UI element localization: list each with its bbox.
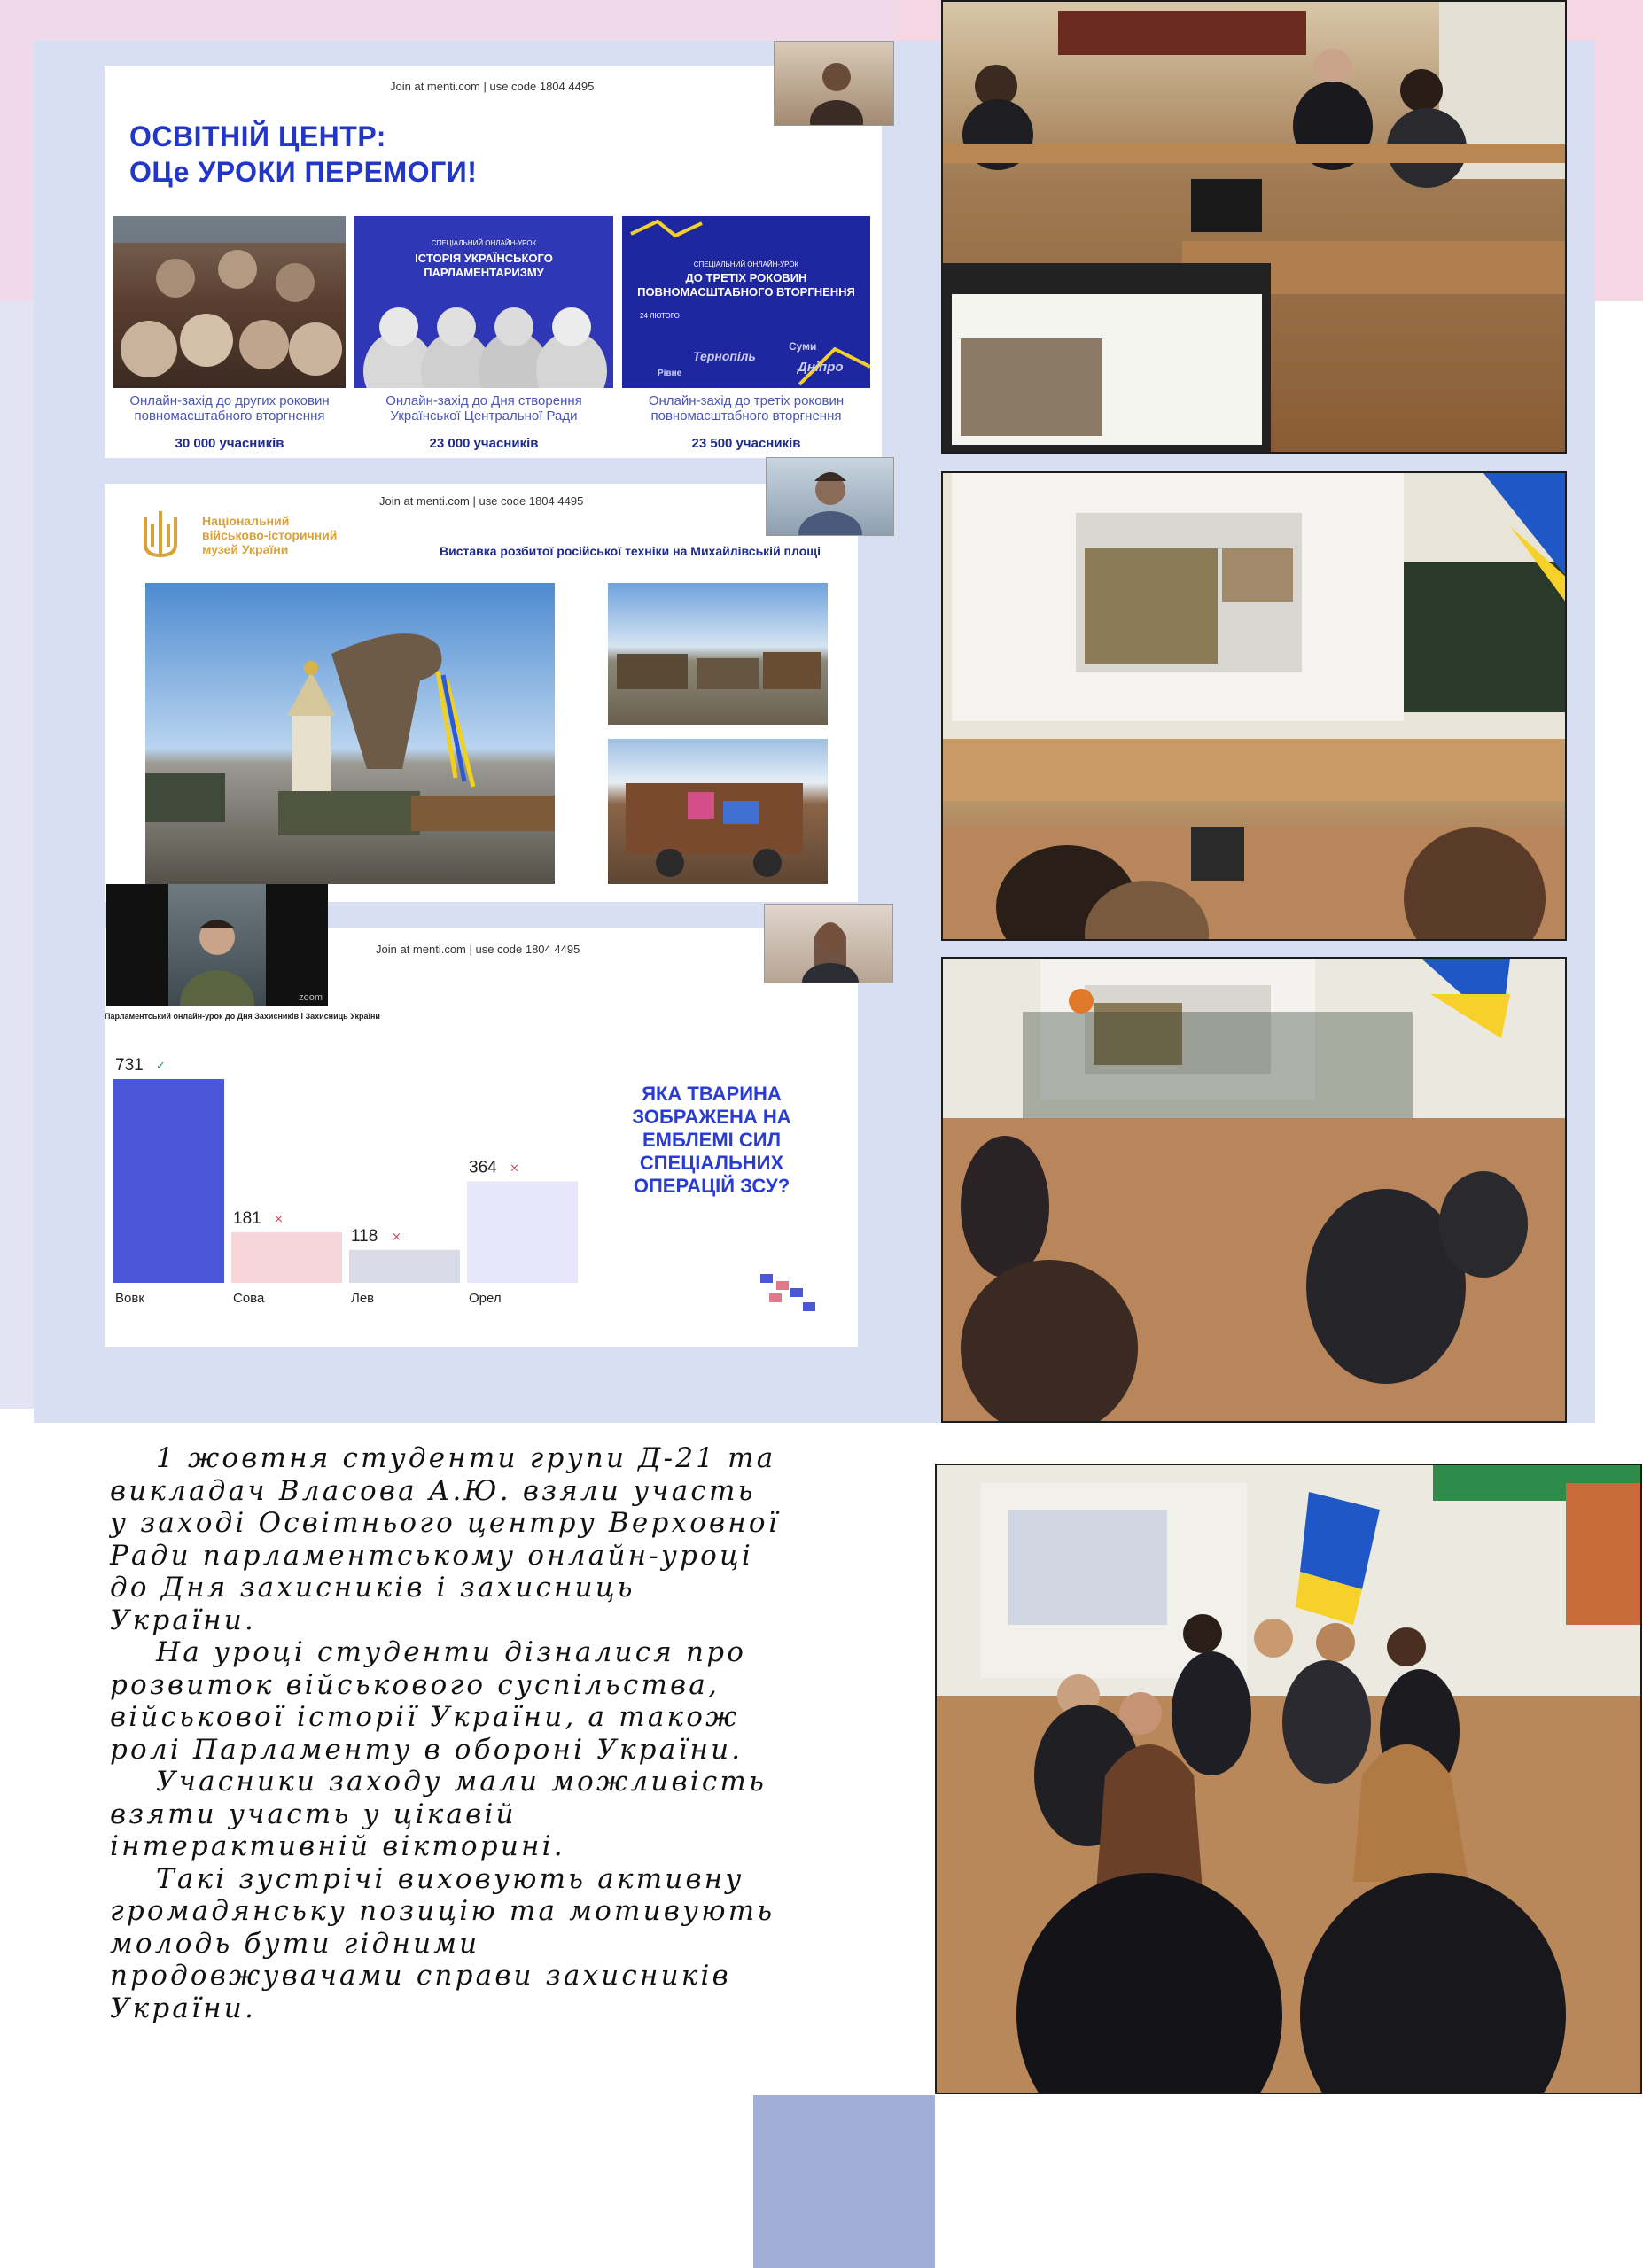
question-line-1: ЯКА ТВАРИНА: [642, 1083, 782, 1105]
article-paragraph-1: 1 жовтня студенти групи Д-21 та викладач Власова А.Ю. взяли участь у заході Освітнього центру Верховної Ради парламентському онлайн-уроці до Дня захисників і захисниць України.: [110, 1442, 780, 1636]
poster-3-city-4: Дніпро: [798, 360, 844, 375]
tanks-row: [608, 583, 828, 725]
bar-label-0: Вовк: [115, 1291, 144, 1306]
collage-image-1: [113, 216, 346, 388]
article-paragraph-4: Такі зустрічі виховують активну громадянську позицію та мотивують молодь бути гідними продовжувачами справи захисників України.: [110, 1862, 775, 2024]
person-silhouette-2: [767, 458, 893, 535]
slide-title: [129, 119, 477, 190]
bar-label-2: Лев: [351, 1291, 375, 1306]
poster-3-small: СПЕЦІАЛЬНИЙ ОНЛАЙН-УРОК: [693, 260, 799, 268]
article-text: [110, 1442, 783, 2024]
poster-2-small: СПЕЦІАЛЬНИЙ ОНЛАЙН-УРОК: [431, 239, 537, 247]
title-line-2: ОЦе УРОКИ ПЕРЕМОГИ!: [129, 156, 478, 188]
burned-vehicle: [608, 739, 828, 884]
card-2-caption-line-2: Української Центральної Ради: [390, 408, 578, 423]
card-1-count: 30 000 учасників: [175, 436, 284, 451]
trident-emblem-icon: [138, 507, 183, 560]
poster-parliamentarism: [354, 216, 613, 388]
bar-label-3: Орел: [469, 1291, 502, 1306]
video-caption: Парламентський онлайн-урок до Дня Захисників і Захисниць України: [105, 1012, 380, 1021]
webcam-thumbnail-2: [766, 457, 894, 536]
slide-museum: [105, 484, 858, 902]
museum-name-line-3: музей України: [202, 542, 289, 556]
article-paragraph-3: Учасники заходу мали можливість взяти участь у цікавій інтерактивній вікторині.: [110, 1766, 767, 1862]
card-2-count: 23 000 учасників: [429, 436, 539, 451]
join-code-text-2: Join at menti.com | use code 1804 4495: [379, 494, 584, 508]
webcam-thumbnail-3: [764, 904, 893, 983]
poster-2-title: ІСТОРІЯ УКРАЇНСЬКОГО ПАРЛАМЕНТАРИЗМУ: [415, 252, 553, 279]
poster-3-city-1: Тернопіль: [693, 349, 756, 363]
title-line-1: ОСВІТНІЙ ЦЕНТР:: [129, 120, 386, 152]
museum-name-line-2: військово-історичний: [202, 528, 338, 542]
card-1-caption-line-2: повномасштабного вторгнення: [134, 408, 325, 423]
card-1-caption-line-1: Онлайн-захід до других роковин: [129, 393, 330, 408]
card-3-caption-line-2: повномасштабного вторгнення: [650, 408, 842, 423]
bar-1: [231, 1232, 342, 1283]
bg-blue-bottom-block: [753, 2095, 935, 2268]
burned-vehicle-photo: [608, 739, 828, 884]
join-code-text-3: Join at menti.com | use code 1804 4495: [376, 943, 580, 956]
projector-scene: [943, 473, 1567, 941]
card-2-caption-line-1: Онлайн-захід до Дня створення: [385, 393, 582, 408]
bar-value-0: 731: [115, 1056, 144, 1075]
bar-value-1: 181: [233, 1209, 261, 1229]
classroom-projector-scene: [943, 959, 1567, 1423]
join-code-text: Join at menti.com | use code 1804 4495: [390, 80, 595, 93]
main-tank-photo: [145, 583, 555, 884]
card-2-caption: [354, 393, 613, 423]
classroom-zoom-scene: [943, 2, 1567, 454]
card-3-count: 23 500 учасників: [691, 436, 801, 451]
card-3-caption: [622, 393, 870, 423]
presenter-frame: [168, 884, 266, 1006]
question-line-2: ЗОБРАЖЕНА НА: [632, 1106, 791, 1128]
poster-3-city-3: Рівне: [658, 369, 682, 378]
cross-icon-3: ×: [510, 1161, 519, 1176]
portraits-illustration: [354, 216, 613, 388]
photo-classroom-zoom: [941, 0, 1567, 454]
bar-value-2: 118: [351, 1226, 378, 1246]
bar-value-3: 364: [469, 1158, 497, 1177]
historical-figures-collage: [113, 216, 346, 388]
person-silhouette: [775, 42, 893, 125]
museum-heading: Виставка розбитої російської техніки на Михайлівській площі: [440, 544, 821, 558]
tank-scene: [145, 583, 555, 884]
zoom-label: zoom: [299, 992, 323, 1003]
poster-3-date: 24 ЛЮТОГО: [640, 312, 680, 320]
question-line-4: СПЕЦІАЛЬНИХ: [639, 1152, 784, 1174]
question-line-5: ОПЕРАЦІЙ ЗСУ?: [633, 1175, 790, 1197]
poster-3-title: ДО ТРЕТІХ РОКОВИН ПОВНОМАСШТАБНОГО ВТОРГНЕННЯ: [637, 271, 855, 299]
photo-students-group: [935, 1464, 1642, 2094]
slide-education-center: [105, 66, 882, 458]
check-icon-0: ✓: [156, 1060, 166, 1073]
presenter-video: [106, 884, 328, 1006]
cross-icon-1: ×: [274, 1213, 284, 1227]
bar-0: [113, 1079, 224, 1283]
bar-3: [467, 1181, 578, 1283]
card-3-caption-line-1: Онлайн-захід до третіх роковин: [648, 393, 845, 408]
cross-icon-2: ×: [392, 1230, 401, 1244]
bar-label-1: Сова: [233, 1291, 265, 1306]
article-paragraph-2: На уроці студенти дізналися про розвиток військового суспільства, військової історії України, а також ролі Парламенту в обороні України.: [110, 1636, 747, 1766]
poster-third-anniversary: [622, 216, 870, 388]
bg-lavender-left: [0, 301, 35, 1409]
bar-2: [349, 1250, 460, 1283]
question-line-3: ЕМБЛЕМІ СИЛ: [642, 1129, 782, 1151]
quiz-question: [601, 1083, 822, 1198]
photo-classroom-projector: [941, 957, 1567, 1423]
reactions-icon: [751, 1265, 831, 1327]
museum-name-line-1: Національний: [202, 514, 290, 528]
presenter-silhouette: [168, 884, 266, 1006]
quiz-bar-chart: [105, 1026, 601, 1345]
card-1-caption: [105, 393, 354, 423]
students-group-scene: [937, 1465, 1642, 2094]
photo-projector-screen: [941, 471, 1567, 941]
webcam-thumbnail-1: [774, 41, 894, 126]
museum-name: [202, 514, 337, 556]
person-silhouette-3: [765, 905, 892, 983]
poster-3-city-2: Суми: [789, 340, 817, 353]
tanks-square-photo: [608, 583, 828, 725]
